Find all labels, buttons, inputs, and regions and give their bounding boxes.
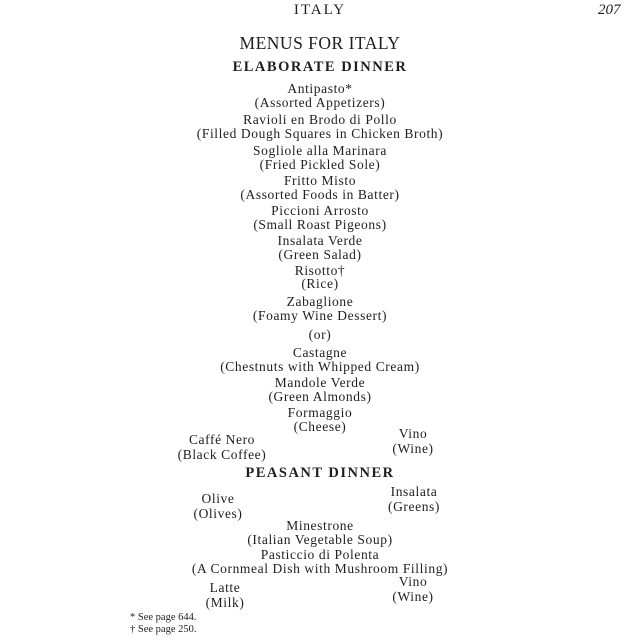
menu-item-or: (or) <box>308 327 332 342</box>
menu-item-desc: (Foamy Wine Dessert) <box>252 308 388 323</box>
menu-item-desc: (Assorted Appetizers) <box>254 95 386 110</box>
menu-item-name: Mandole Verde <box>274 375 366 390</box>
menu-item-desc: (Assorted Foods in Batter) <box>240 187 400 202</box>
menu-item-name: Formaggio <box>287 405 353 420</box>
menu-item-name: Risotto† <box>294 263 346 278</box>
section-heading-elaborate: ELABORATE DINNER <box>232 59 408 75</box>
menu-item-name: Ravioli en Brodo di Pollo <box>243 112 397 127</box>
menu-item-name: Insalata <box>390 484 438 499</box>
running-head: ITALY <box>293 2 347 18</box>
menu-item-name: Caffé Nero <box>188 432 256 447</box>
menu-item-name: Minestrone <box>286 518 354 533</box>
menu-item-desc: (Rice) <box>301 276 339 291</box>
menu-item-name: Latte <box>209 580 241 595</box>
menu-item-latte <box>200 580 250 610</box>
footnote: † See page 250. <box>130 624 197 635</box>
menu-item-vino <box>388 574 438 604</box>
menu-item-desc: (Cheese) <box>293 419 347 434</box>
menu-item-name: Sogliole alla Marinara <box>253 143 387 158</box>
footnote: * See page 644. <box>130 612 197 623</box>
menu-item-desc: (A Cornmeal Dish with Mushroom Filling) <box>191 561 449 576</box>
menu-item-name: Olive <box>201 491 235 506</box>
menu-item-desc: (Green Salad) <box>278 247 362 262</box>
menu-item-name: Castagne <box>292 345 348 360</box>
menu-item-name: Zabaglione <box>286 294 354 309</box>
menu-item-desc: (Small Roast Pigeons) <box>253 217 387 232</box>
section-heading-peasant: PEASANT DINNER <box>245 465 395 481</box>
menu-item-desc: (Milk) <box>205 595 245 610</box>
menu-item-desc: (Olives) <box>193 506 243 521</box>
page-number: 207 <box>598 2 621 18</box>
menu-item-desc: (Wine) <box>392 589 434 604</box>
page-title: MENUS FOR ITALY <box>239 33 401 53</box>
menu-item-name: Fritto Misto <box>283 173 357 188</box>
menu-item-desc: (Fried Pickled Sole) <box>259 157 381 172</box>
menu-item-name: Piccioni Arrosto <box>271 203 369 218</box>
menu-item-name: Insalata Verde <box>277 233 363 248</box>
menu-item-insalata <box>384 484 444 514</box>
menu-item-desc: (Black Coffee) <box>177 447 267 462</box>
menu-item-name: Pasticcio di Polenta <box>260 547 380 562</box>
menu-item-desc: (Green Almonds) <box>268 389 372 404</box>
menu-item-desc: (Filled Dough Squares in Chicken Broth) <box>196 126 444 141</box>
menu-item-olive <box>193 491 243 521</box>
menu-item-name: Antipasto* <box>287 81 353 96</box>
menu-item-desc: (Wine) <box>392 441 434 456</box>
menu-item-coffee <box>172 432 272 462</box>
menu-item-wine <box>388 426 438 456</box>
menu-item-desc: (Greens) <box>387 499 441 514</box>
menu-item-desc: (Italian Vegetable Soup) <box>247 532 393 547</box>
menu-item-name: Vino <box>398 426 428 441</box>
menu-item-desc: (Chestnuts with Whipped Cream) <box>220 359 420 374</box>
menu-item-name: Vino <box>398 574 428 589</box>
